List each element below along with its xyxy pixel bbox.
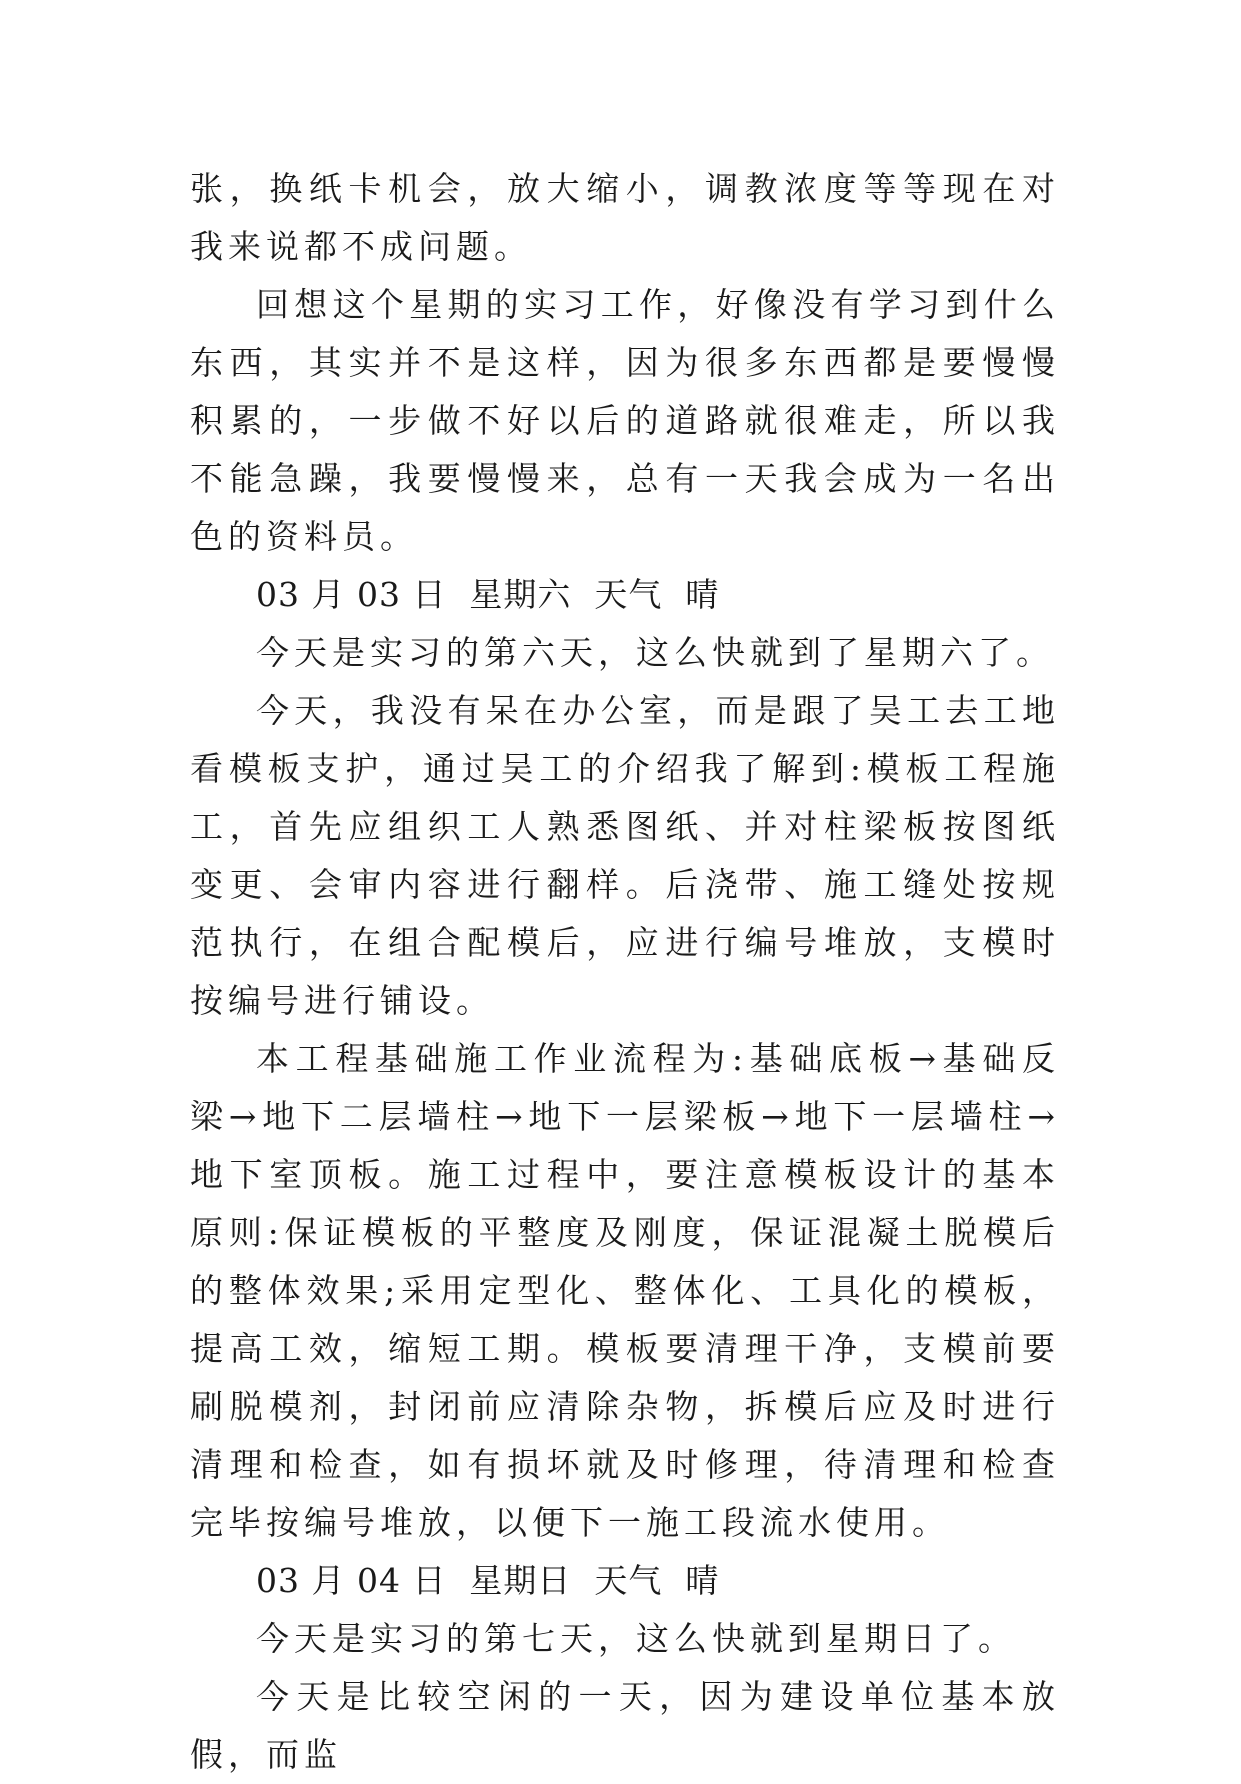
paragraph-day-six: 今天是实习的第六天，这么快就到了星期六了。 — [256, 633, 1054, 672]
date-line-0303: 03 月 03 日 星期六 天气 晴 — [256, 575, 720, 614]
paragraph-formwork-visit: 今天，我没有呆在办公室，而是跟了吴工去工地看模板支护，通过吴工的介绍我了解到:模板工程施工，首先应组织工人熟悉图纸、并对柱梁板按图纸变更、会审内容进行翻样。后浇带、施工缝处按规范执行，在组合配模后，应进行编号堆放，支模时按编号进行铺设。 — [190, 691, 1060, 1020]
date-line-0304: 03 月 04 日 星期日 天气 晴 — [256, 1561, 720, 1600]
paragraph-free-day: 今天是比较空闲的一天，因为建设单位基本放假，而监 — [190, 1677, 1060, 1774]
body-text — [190, 160, 1060, 1784]
paragraph-construction-process: 本工程基础施工作业流程为:基础底板→基础反梁→地下二层墙柱→地下一层梁板→地下一层墙柱→地下室顶板。施工过程中，要注意模板设计的基本原则:保证模板的平整度及刚度，保证混凝土脱模后的整体效果;采用定型化、整体化、工具化的模板，提高工效，缩短工期。模板要清理干净，支模前要刷脱模剂，封闭前应清除杂物，拆模后应及时进行清理和检查，如有损坏就及时修理，待清理和检查完毕按编号堆放，以便下一施工段流水使用。 — [190, 1039, 1060, 1542]
paragraph-day-seven: 今天是实习的第七天，这么快就到星期日了。 — [256, 1619, 1016, 1658]
paragraph-continuation: 张，换纸卡机会，放大缩小，调教浓度等等现在对我来说都不成问题。 — [190, 169, 1060, 266]
paragraph-week-reflection: 回想这个星期的实习工作，好像没有学习到什么东西，其实并不是这样，因为很多东西都是要慢慢积累的，一步做不好以后的道路就很难走，所以我不能急躁，我要慢慢来，总有一天我会成为一名出色的资料员。 — [190, 285, 1060, 556]
